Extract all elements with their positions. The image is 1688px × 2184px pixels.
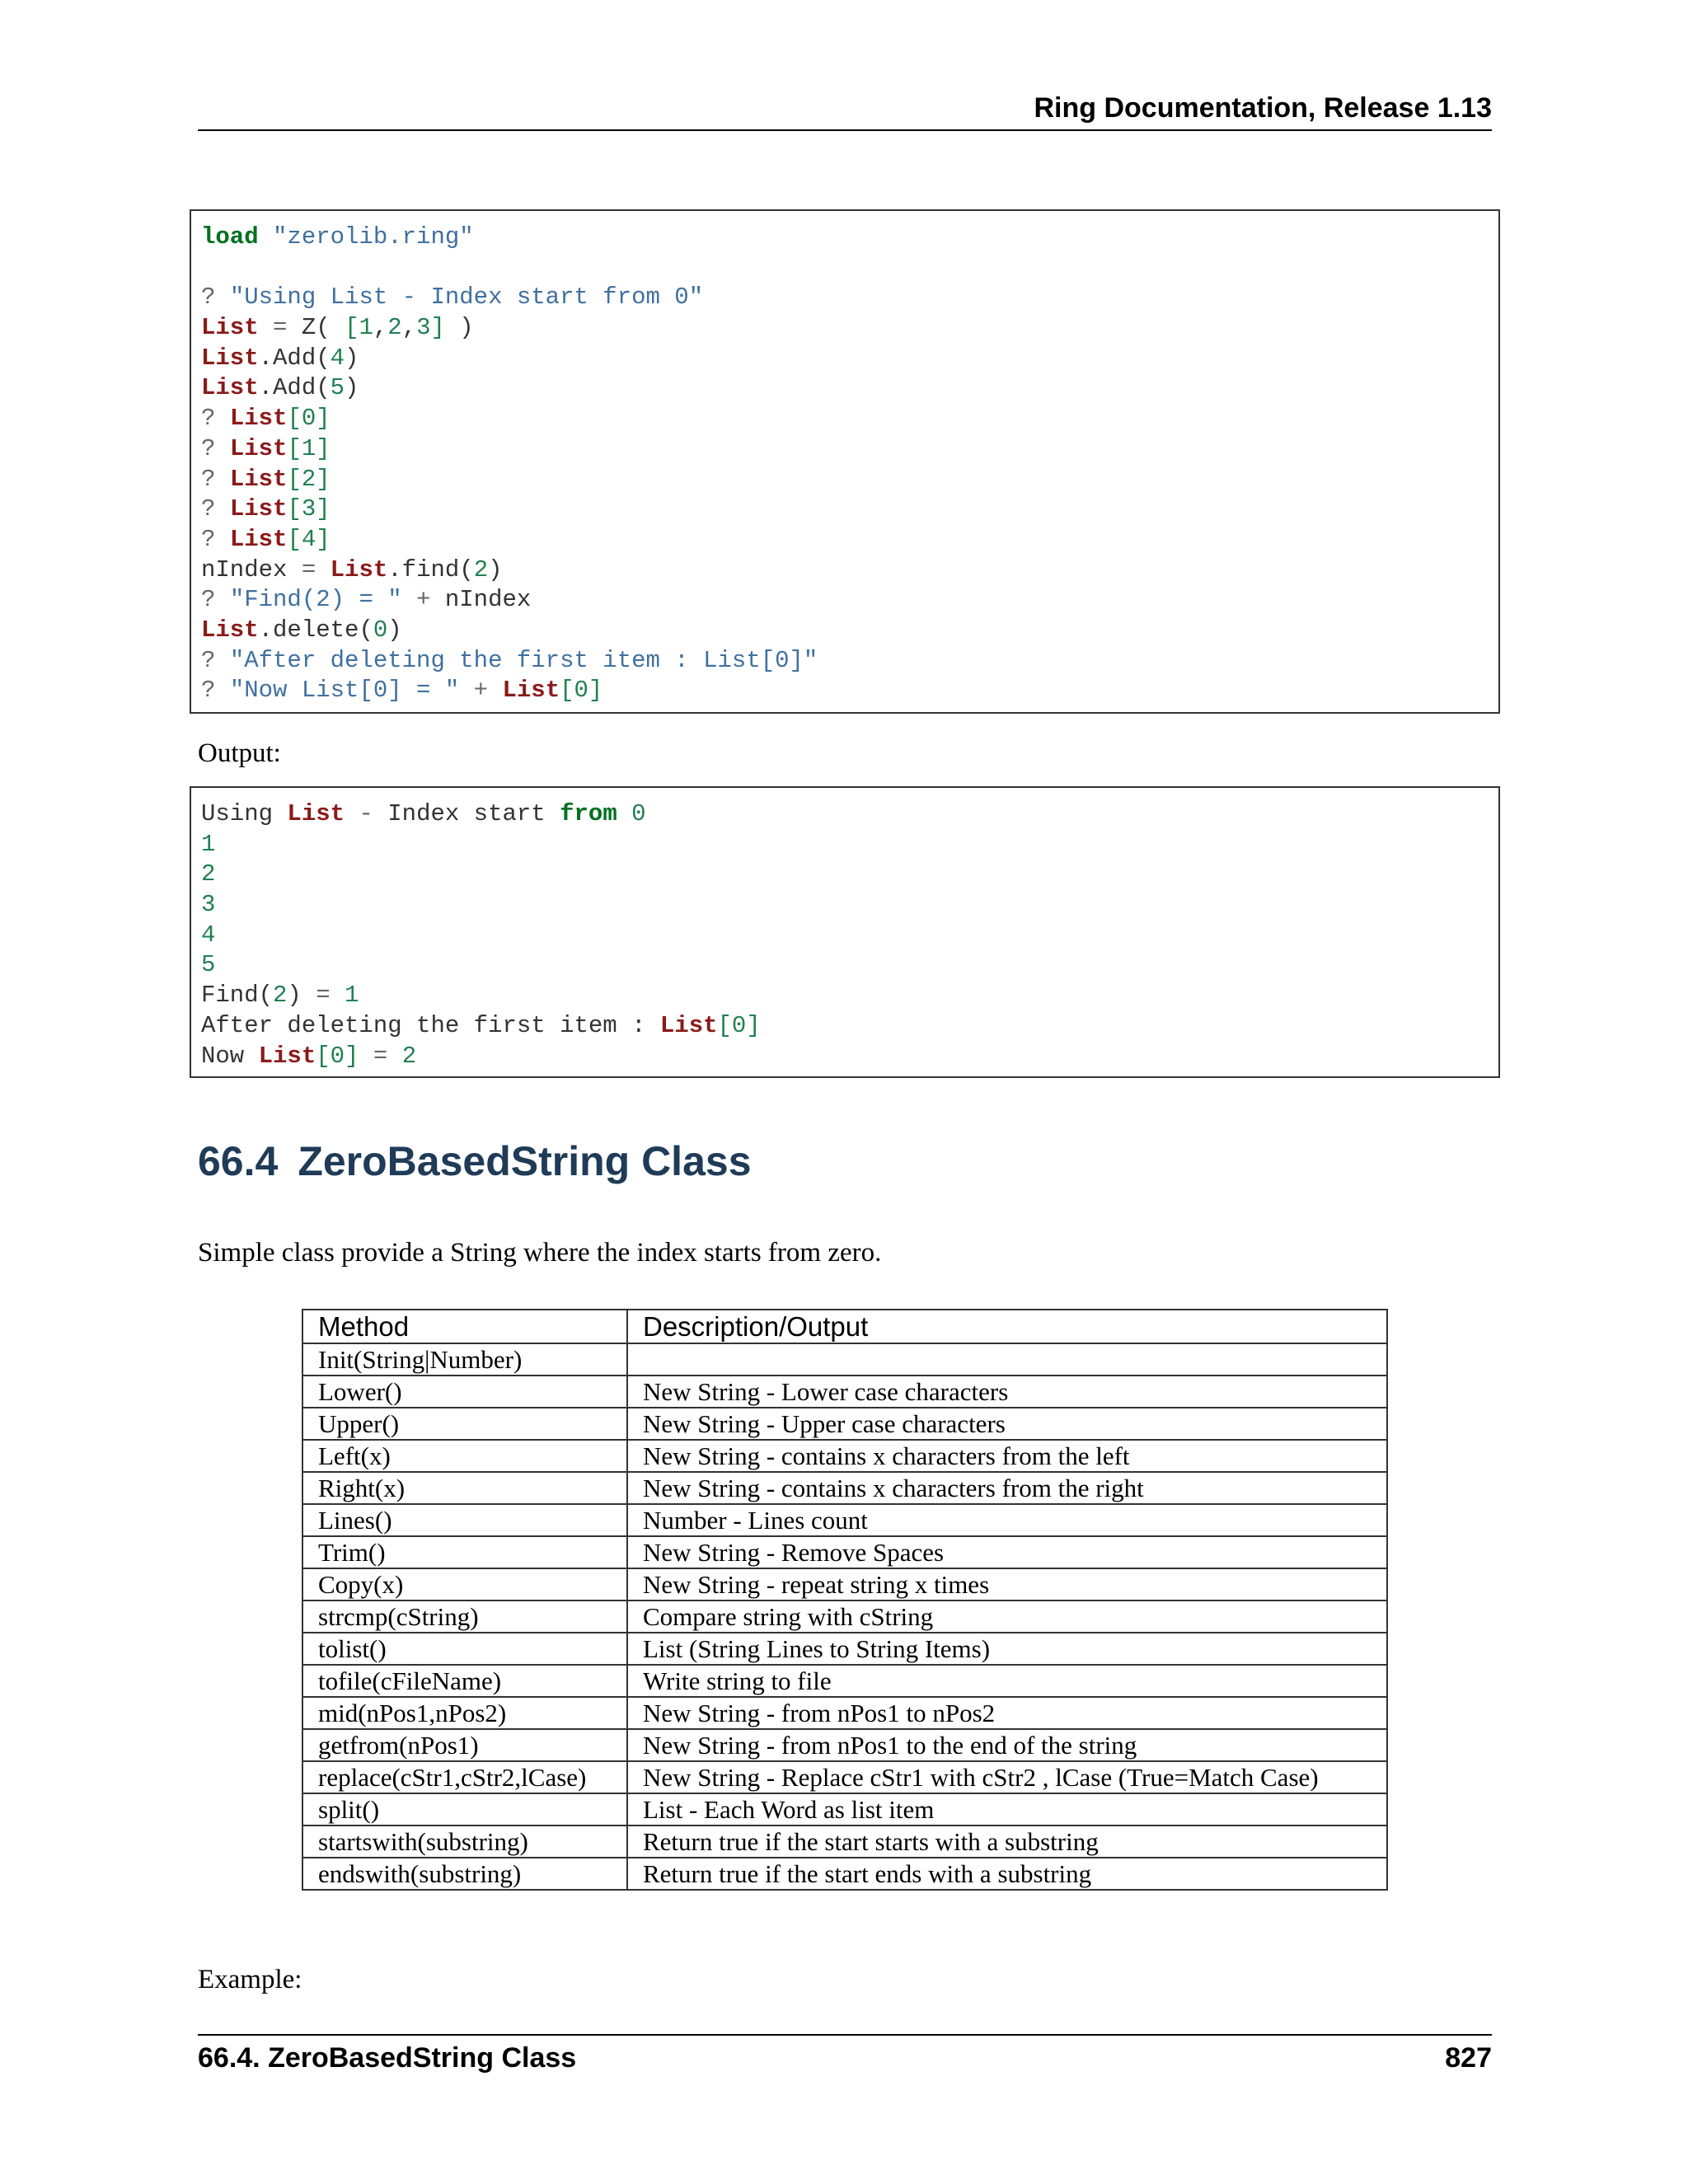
code-token: ? <box>201 525 230 553</box>
code-token: ? <box>201 284 230 312</box>
code-token: , <box>401 314 417 342</box>
code-token: ) <box>488 555 503 583</box>
code-token: = <box>359 1042 402 1070</box>
code-token: .find( <box>387 555 474 583</box>
code-token: - <box>345 800 388 827</box>
code-token: ? <box>201 677 230 705</box>
code-token: [4] <box>287 525 331 553</box>
method-cell: endswith(substring) <box>302 1858 627 1890</box>
code-token: ) <box>387 616 402 644</box>
section-heading <box>198 1137 752 1185</box>
code-token: List <box>287 800 345 827</box>
code-token: = <box>287 555 331 583</box>
method-cell: split() <box>302 1793 627 1825</box>
code-line <box>201 890 1489 921</box>
code-token: 2 <box>401 1042 417 1070</box>
code-token: List <box>201 344 259 372</box>
code-token: List <box>201 374 259 402</box>
code-line <box>201 313 1489 344</box>
code-token: List <box>201 314 259 342</box>
code-token: .delete( <box>258 616 373 644</box>
method-cell: mid(nPos1,nPos2) <box>302 1697 627 1729</box>
method-cell: Init(String|Number) <box>302 1343 627 1376</box>
table-row <box>302 1793 1387 1825</box>
method-cell: getfrom(nPos1) <box>302 1729 627 1761</box>
code-line <box>201 373 1489 404</box>
code-token: List <box>229 495 288 523</box>
description-cell: New String - Lower case characters <box>627 1376 1387 1408</box>
running-header: Ring Documentation, Release 1.13 <box>1034 92 1492 124</box>
code-token: + <box>459 677 503 705</box>
page-number: 827 <box>1445 2042 1492 2074</box>
code-token: ? <box>201 586 230 614</box>
footer-rule <box>198 2034 1492 2036</box>
code-token: 2 <box>273 982 288 1010</box>
code-token: "zerolib.ring" <box>273 223 474 251</box>
code-token: 5 <box>201 951 216 979</box>
code-token: 3] <box>416 314 445 342</box>
description-cell: Return true if the start starts with a substring <box>627 1825 1387 1858</box>
code-token: 4 <box>201 921 216 949</box>
section-title: ZeroBasedString Class <box>298 1138 752 1184</box>
code-line <box>201 525 1489 555</box>
code-token: [3] <box>287 495 331 523</box>
code-token: = <box>258 314 302 342</box>
code-token: 2 <box>473 555 489 583</box>
code-token: [1 <box>345 314 373 342</box>
table-row <box>302 1536 1387 1568</box>
table-row <box>302 1504 1387 1536</box>
code-token: ) <box>444 314 474 342</box>
code-token: List <box>502 677 560 705</box>
table-row <box>302 1665 1387 1697</box>
description-cell: List - Each Word as list item <box>627 1793 1387 1825</box>
header-method: Method <box>302 1310 627 1343</box>
code-example-block <box>190 209 1500 714</box>
section-intro: Simple class provide a String where the index starts from zero. <box>198 1238 882 1268</box>
table-row <box>302 1697 1387 1729</box>
output-block <box>190 786 1500 1078</box>
method-cell: Left(x) <box>302 1440 627 1472</box>
code-token: 1 <box>345 982 359 1010</box>
code-line <box>201 404 1489 434</box>
code-token: [0] <box>560 677 603 705</box>
code-line <box>201 950 1489 981</box>
method-cell: Right(x) <box>302 1472 627 1504</box>
code-token: [2] <box>287 465 331 493</box>
code-token: = <box>301 982 345 1010</box>
code-token: 2 <box>201 860 216 888</box>
code-token: 0 <box>631 800 646 827</box>
code-token: from <box>560 800 617 827</box>
code-token: [0] <box>316 1042 359 1070</box>
code-token: "After deleting the first item : List[0]" <box>229 646 818 674</box>
method-cell: tolist() <box>302 1633 627 1665</box>
code-line <box>201 799 1489 830</box>
code-token: List <box>229 465 288 493</box>
code-token: "Using List - Index start from 0" <box>229 284 704 312</box>
code-token: ? <box>201 465 230 493</box>
code-token: Index start <box>387 800 560 827</box>
code-token: Using <box>201 800 288 827</box>
table-row <box>302 1343 1387 1376</box>
table-row <box>302 1408 1387 1440</box>
code-line <box>201 494 1489 525</box>
code-token: + <box>401 586 445 614</box>
code-token: [0] <box>287 405 331 433</box>
code-line <box>201 921 1489 951</box>
method-cell: Copy(x) <box>302 1568 627 1601</box>
code-line <box>201 283 1489 313</box>
code-token: nIndex <box>444 586 532 614</box>
code-line <box>201 223 1489 253</box>
header-description: Description/Output <box>627 1310 1387 1343</box>
description-cell: New String - Replace cStr1 with cStr2 , lCase (True=Match Case) <box>627 1761 1387 1793</box>
table-row <box>302 1858 1387 1890</box>
code-token: List <box>229 525 288 553</box>
code-line <box>201 860 1489 890</box>
code-token: 3 <box>201 891 216 919</box>
header-rule <box>198 129 1492 131</box>
code-token: "Now List[0] = " <box>229 677 460 705</box>
code-token: ? <box>201 405 230 433</box>
table-row <box>302 1601 1387 1633</box>
code-line <box>201 344 1489 374</box>
table-header-row <box>302 1310 1387 1343</box>
table-row <box>302 1376 1387 1408</box>
table-row <box>302 1440 1387 1472</box>
code-line <box>201 555 1489 586</box>
method-cell: Trim() <box>302 1536 627 1568</box>
code-token: 5 <box>330 374 345 402</box>
description-cell: New String - Upper case characters <box>627 1408 1387 1440</box>
footer-section: 66.4. ZeroBasedString Class <box>198 2042 577 2074</box>
code-line <box>201 253 1489 284</box>
description-cell: New String - from nPos1 to nPos2 <box>627 1697 1387 1729</box>
code-token: ) <box>345 344 359 372</box>
description-cell: New String - from nPos1 to the end of the string <box>627 1729 1387 1761</box>
code-token: load <box>201 223 259 251</box>
code-line <box>201 830 1489 860</box>
method-cell: Upper() <box>302 1408 627 1440</box>
code-token: ? <box>201 495 230 523</box>
description-cell: Compare string with cString <box>627 1601 1387 1633</box>
code-line <box>201 585 1489 616</box>
code-line <box>201 676 1489 706</box>
table-row <box>302 1568 1387 1601</box>
code-token: Z( <box>301 314 345 342</box>
methods-table <box>302 1309 1388 1891</box>
code-token: ? <box>201 646 230 674</box>
code-token: , <box>373 314 388 342</box>
code-line <box>201 1011 1489 1042</box>
code-line <box>201 465 1489 495</box>
method-cell: startswith(substring) <box>302 1825 627 1858</box>
code-token: .Add( <box>258 374 331 402</box>
code-token: List <box>330 555 388 583</box>
table-row <box>302 1729 1387 1761</box>
code-token: 4 <box>330 344 345 372</box>
code-token: Find( <box>201 982 274 1010</box>
code-token: List <box>258 1042 316 1070</box>
code-line <box>201 646 1489 677</box>
method-cell: tofile(cFileName) <box>302 1665 627 1697</box>
output-label: Output: <box>198 738 281 768</box>
code-token: 2 <box>387 314 402 342</box>
code-line <box>201 981 1489 1011</box>
code-line <box>201 616 1489 646</box>
code-token <box>617 800 631 827</box>
description-cell: New String - contains x characters from the right <box>627 1472 1387 1504</box>
method-cell: strcmp(cString) <box>302 1601 627 1633</box>
code-token <box>259 223 273 251</box>
code-token: [1] <box>287 434 331 462</box>
code-token: [0] <box>717 1011 761 1039</box>
method-cell: Lines() <box>302 1504 627 1536</box>
code-token: ? <box>201 434 230 462</box>
description-cell: New String - Remove Spaces <box>627 1536 1387 1568</box>
code-line <box>201 1042 1489 1072</box>
code-token: .Add( <box>258 344 331 372</box>
description-cell: New String - repeat string x times <box>627 1568 1387 1601</box>
code-line <box>201 434 1489 465</box>
description-cell: Number - Lines count <box>627 1504 1387 1536</box>
code-token: List <box>229 405 288 433</box>
table-row <box>302 1761 1387 1793</box>
table-row <box>302 1825 1387 1858</box>
description-cell <box>627 1343 1387 1376</box>
example-label: Example: <box>198 1965 302 1994</box>
code-token: List <box>201 616 259 644</box>
code-token: List <box>229 434 288 462</box>
section-number: 66.4 <box>198 1138 279 1184</box>
method-cell: replace(cStr1,cStr2,lCase) <box>302 1761 627 1793</box>
code-token: Now <box>201 1042 259 1070</box>
code-token: 0 <box>373 616 388 644</box>
code-token: After deleting the first item : <box>201 1011 660 1039</box>
table-row <box>302 1633 1387 1665</box>
code-token: ) <box>287 982 302 1010</box>
code-token: "Find(2) = " <box>229 586 402 614</box>
table-row <box>302 1472 1387 1504</box>
description-cell: Return true if the start ends with a substring <box>627 1858 1387 1890</box>
code-token: nIndex <box>201 555 288 583</box>
method-cell: Lower() <box>302 1376 627 1408</box>
code-token: ) <box>345 374 359 402</box>
description-cell: List (String Lines to String Items) <box>627 1633 1387 1665</box>
code-token: 1 <box>201 830 216 858</box>
code-token: List <box>659 1011 718 1039</box>
description-cell: Write string to file <box>627 1665 1387 1697</box>
description-cell: New String - contains x characters from the left <box>627 1440 1387 1472</box>
